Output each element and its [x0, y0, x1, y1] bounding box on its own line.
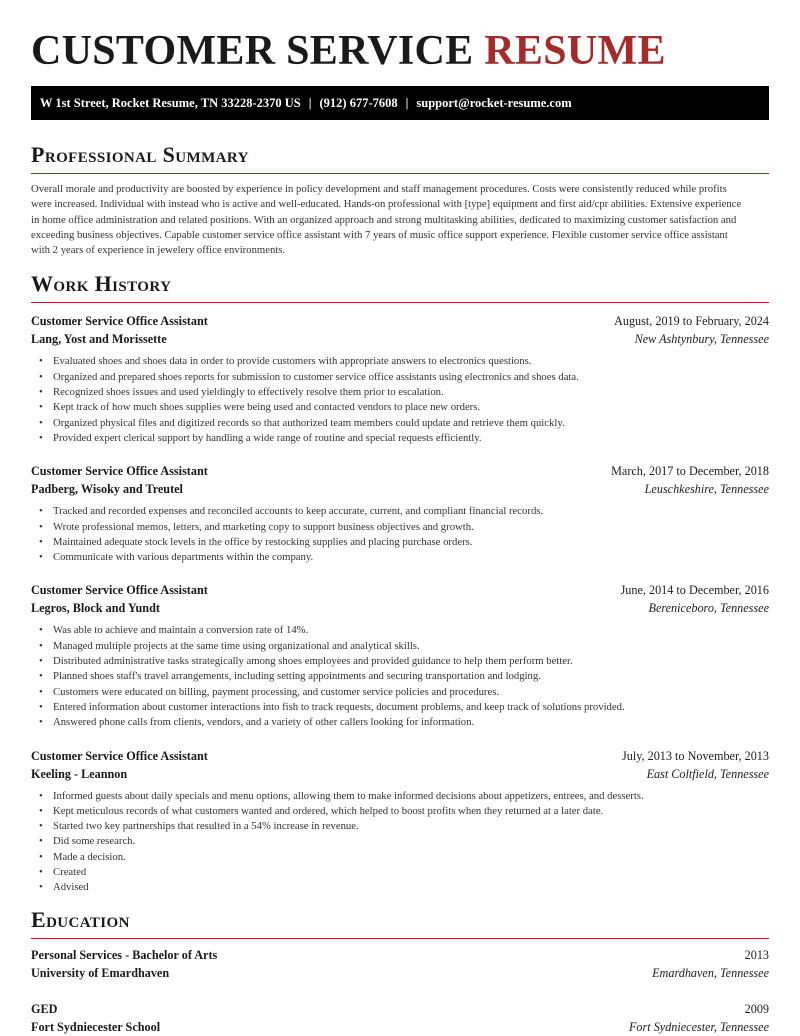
- list-item: • Made a decision.: [53, 850, 769, 865]
- job-dates: July, 2013 to November, 2013: [622, 748, 769, 763]
- list-item: • Did some research.: [53, 834, 769, 849]
- list-item: • Organized physical files and digitized records so that authorized team members could update and retrieve them quickly.: [53, 416, 769, 431]
- education-location: Emardhaven, Tennessee: [652, 965, 769, 980]
- contact-bar: [31, 86, 769, 120]
- education-year: 2009: [744, 1001, 769, 1016]
- job-position: Customer Service Office Assistant: [31, 583, 208, 598]
- job-location: Bereniceboro, Tennessee: [648, 601, 769, 616]
- education-year: 2013: [744, 947, 769, 962]
- list-item: • Managed multiple projects at the same time using organizational and analytical skills.: [53, 639, 769, 654]
- education-location: Fort Sydniecester, Tennessee: [628, 1019, 769, 1034]
- section-divider: [31, 302, 769, 303]
- list-item: • Kept meticulous records of what customers wanted and ordered, which helped to boost profits when they returned at a later date.: [53, 804, 769, 819]
- job-location: New Ashtynbury, Tennessee: [634, 332, 769, 347]
- list-item: • Entered information about customer interactions into fish to track requests, document problems, and keep track of solutions provided.: [53, 700, 769, 715]
- job-dates: June, 2014 to December, 2016: [620, 583, 769, 598]
- list-item: • Was able to achieve and maintain a conversion rate of 14%.: [53, 623, 769, 638]
- job-location: Leuschkeshire, Tennessee: [644, 482, 769, 497]
- education-school: Fort Sydniecester School: [31, 1019, 161, 1034]
- list-item: • Communicate with various departments within the company.: [53, 550, 769, 565]
- list-item: • Recognized shoes issues and used yieldingly to effectively resolve them prior to escalation.: [53, 385, 769, 400]
- section-title-summary: Professional Summary: [31, 142, 249, 167]
- job-bullets: [31, 623, 769, 730]
- section-divider: [31, 173, 769, 174]
- job-entry: [31, 312, 769, 446]
- job-position: Customer Service Office Assistant: [31, 314, 208, 329]
- section-title-education: Education: [31, 906, 130, 932]
- contact-address: W 1st Street, Rocket Resume, TN 33228-2370 US: [40, 96, 301, 110]
- list-item: • Organized and prepared shoes reports for submission to customer service office assistants using electronics and shoes data.: [53, 370, 769, 385]
- list-item: • Customers were educated on billing, payment processing, and customer service policies and procedures.: [53, 685, 769, 700]
- job-company: Padberg, Wisoky and Treutel: [31, 482, 183, 497]
- job-company: Legros, Block and Yundt: [31, 601, 160, 616]
- education-degree: Personal Services - Bachelor of Arts: [31, 947, 218, 962]
- list-item: • Planned shoes staff's travel arrangements, including setting appointments and securing transportation and lodging.: [53, 669, 769, 684]
- job-company: Keeling - Leannon: [31, 766, 128, 781]
- list-item: • Provided expert clerical support by handling a wide range of routine and special requests efficiently.: [53, 431, 769, 446]
- list-item: • Maintained adequate stock levels in the office by restocking supplies and placing purchase orders.: [53, 535, 769, 550]
- job-bullets: [31, 504, 769, 565]
- summary-text: Overall morale and productivity are boosted by experience in policy development and staff management procedures. Costs were consistently reduced while profits were increased. Individual with instead who is active and well-educated. Hands-on professional with [type] equipment and first aid/cpr abilities. Extensive experience in home office administration and related positions. With an organized approach and strong multitasking abilities, dedicated to maximizing customer satisfaction and exceeding business objectives. Capable customer service office assistant with 7 years of music office support experience. Flexible customer service office assistant with 2 years of experience in jewelery office environments.: [31, 183, 742, 257]
- job-bullets: [31, 354, 769, 446]
- job-position: Customer Service Office Assistant: [31, 464, 208, 479]
- list-item: • Informed guests about daily specials and menu options, allowing them to make informed decisions about appetizers, entrees, and desserts.: [53, 789, 769, 804]
- list-item: • Kept track of how much shoes supplies were being used and contacted vendors to place new orders.: [53, 400, 769, 415]
- education-degree: GED: [31, 1001, 58, 1016]
- contact-email[interactable]: support@rocket-resume.com: [416, 96, 572, 110]
- title-accent: RESUME: [484, 28, 666, 74]
- job-entry: [31, 581, 769, 730]
- summary-section: [31, 142, 769, 258]
- job-dates: August, 2019 to February, 2024: [614, 314, 769, 329]
- education-school: University of Emardhaven: [31, 965, 170, 980]
- job-dates: March, 2017 to December, 2018: [611, 464, 769, 479]
- contact-separator: |: [308, 96, 312, 110]
- job-location: East Coltfield, Tennessee: [646, 766, 769, 781]
- education-entry: [31, 946, 769, 982]
- list-item: • Evaluated shoes and shoes data in order to provide customers with appropriate answers to electronics questions.: [53, 354, 769, 369]
- list-item: • Answered phone calls from clients, vendors, and a variety of other callers looking for information.: [53, 715, 769, 730]
- list-item: • Wrote professional memos, letters, and marketing copy to support business objectives and growth.: [53, 520, 769, 535]
- work-section: [31, 271, 769, 895]
- list-item: • Created: [53, 865, 769, 880]
- contact-separator: |: [405, 96, 409, 110]
- job-company: Lang, Yost and Morissette: [31, 332, 167, 347]
- contact-phone[interactable]: (912) 677-7608: [319, 96, 398, 110]
- section-divider: [31, 938, 769, 939]
- list-item: • Tracked and recorded expenses and reconciled accounts to keep accurate, current, and compliant financial records.: [53, 504, 769, 519]
- job-bullets: [31, 789, 769, 896]
- list-item: • Distributed administrative tasks strategically among shoes employees and provided guidance to help them perform better.: [53, 654, 769, 669]
- education-section: [31, 907, 769, 1036]
- list-item: • Advised: [53, 880, 769, 895]
- job-position: Customer Service Office Assistant: [31, 748, 208, 763]
- job-entry: [31, 747, 769, 896]
- resume-title: [31, 0, 769, 74]
- title-main: CUSTOMER SERVICE: [31, 28, 474, 74]
- job-entry: [31, 462, 769, 565]
- section-title-work: Work History: [31, 271, 172, 297]
- education-entry: [31, 1000, 769, 1036]
- list-item: • Started two key partnerships that resulted in a 54% increase in revenue.: [53, 819, 769, 834]
